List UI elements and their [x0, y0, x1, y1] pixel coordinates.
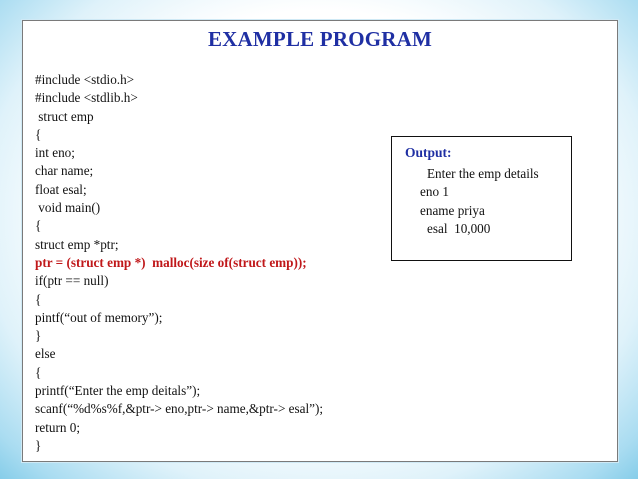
code-line: {	[35, 291, 42, 307]
code-line: pintf(“out of memory”);	[35, 309, 163, 325]
code-line: char name;	[35, 163, 94, 179]
output-line: eno 1	[420, 184, 449, 200]
output-label: Output:	[405, 145, 452, 160]
code-line-highlighted: ptr = (struct emp *) malloc(size of(struct emp));	[35, 254, 307, 270]
code-line: else	[35, 346, 56, 362]
output-line: esal 10,000	[427, 220, 491, 236]
code-line: int eno;	[35, 145, 75, 161]
output-line: ename priya	[420, 202, 485, 218]
code-line: }	[35, 328, 42, 344]
slide-page	[22, 20, 618, 462]
code-line: #include <stdlib.h>	[35, 90, 138, 106]
code-line: struct emp *ptr;	[35, 236, 119, 252]
code-line: }	[35, 437, 42, 453]
output-box	[391, 136, 572, 261]
code-line: {	[35, 126, 42, 142]
code-line: return 0;	[35, 419, 81, 435]
code-line: float esal;	[35, 181, 87, 197]
code-line: struct emp	[35, 108, 94, 124]
code-line: {	[35, 218, 42, 234]
code-line: #include <stdio.h>	[35, 72, 135, 87]
code-line: printf(“Enter the emp deitals”);	[35, 383, 201, 399]
slide-title: EXAMPLE PROGRAM	[207, 27, 433, 51]
output-lines	[392, 165, 539, 238]
code-line: scanf(“%d%s%f,&ptr-> eno,ptr-> name,&ptr-> esal”);	[35, 401, 324, 417]
code-line: void main()	[35, 200, 101, 216]
code-line: if(ptr == null)	[35, 273, 109, 289]
output-line: Enter the emp details	[427, 166, 539, 181]
code-listing	[35, 71, 323, 455]
code-line: {	[35, 364, 42, 380]
